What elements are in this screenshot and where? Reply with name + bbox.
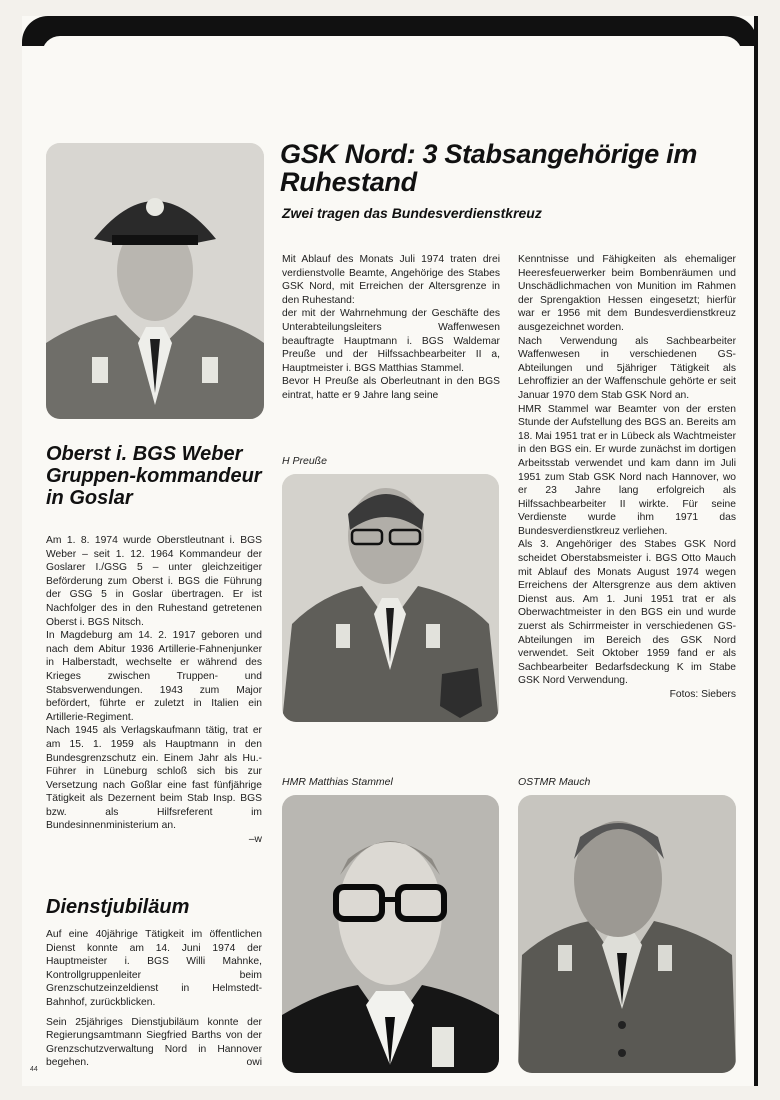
article-col1-paragraph-1: Mit Ablauf des Monats Juli 1974 traten drei verdienstvolle Beamte, Angehörige des Stabes GSK Nord, mit Erreichen der Altersgrenze in den Ruhestand: <box>282 254 500 306</box>
jubilaeum-headline: Dienstjubiläum <box>46 896 190 918</box>
article-col2-paragraph-4: Als 3. Angehöriger des Stabes GSK Nord scheidet Oberstabsmeister i. BGS Otto Mauch mit Ablauf des Monats August 1974 wegen Erreichens der Altersgrenze aus dem aktiven Dienst aus. Am 1. Juni 1951 trat er als Oberwachtmeister in den BGS ein und wurde zuerst als Schirrmeister in verschiedenen GS-Abteilungen im Bereich des GSK Nord verwendet. Seit Oktober 1959 fand er als Sachbearbeiter Bedarfsdeckung K im Stabe GSK Nord Verwendung. <box>518 539 736 687</box>
weber-paragraph-2: In Magdeburg am 14. 2. 1917 geboren und nach dem Abitur 1936 Artillerie-Fahnenjunker in Halberstadt, wechselte er während des Krieges zwischen Truppen- und Stabsverwendungen. 1943 zum Major befördert, führte er zuletzt in Italien ein Artillerie-Regiment. <box>46 630 262 723</box>
portrait-preusse <box>282 474 499 722</box>
weber-paragraph-3-text: Nach 1945 als Verlagskaufmann tätig, trat er am 15. 1. 1959 als Hauptmann in den Bundesgrenzschutz ein. Einem Jahr als Hu.-Führer in Lüneburg schloß sich bis zur Versetzung nach Goßlar eine fast fünfjährige Tätigkeit als Dezernent beim Stab Insp. BGS bzw. als Hilfsreferent im Bundesinnenministerium an. <box>46 725 262 832</box>
article-col2-paragraph-1: Kenntnisse und Fähigkeiten als ehemaliger Heeresfeuerwerker beim Bombenräumen und Unschädlichmachen von Munition im Rahmen der Sprengaktion Hessen eingesetzt; hierfür war er 1956 mit dem Bundesverdienstkreuz ausgezeichnet worden. <box>518 254 736 333</box>
caption-preusse: H Preuße <box>282 455 327 467</box>
article-col1-paragraph-2: der mit der Wahrnehmung der Geschäfte des Unterabteilungsleiters Waffenwesen beauftragte Hauptmann i. BGS Waldemar Preuße und der Hilfssachbearbeiter II a, Hauptmeister i. BGS Matthias Stammel. <box>282 308 500 374</box>
weber-paragraph-1: Am 1. 8. 1974 wurde Oberstleutnant i. BGS Weber – seit 1. 12. 1964 Kommandeur der Goslarer I./GSG 5 – unter gleichzeitiger Beförderung zum Oberst i. BGS die Führung der GSG 5 in Goslar übertragen. Er ist Nachfolger des in den Ruhestand getretenen Oberst i. BGS Nitsch. <box>46 535 262 628</box>
page-number: 44 <box>30 1066 38 1073</box>
jubilaeum-text <box>46 928 262 1070</box>
jubilaeum-sign: owi <box>246 1057 262 1069</box>
portrait-mauch <box>518 795 736 1073</box>
portrait-weber <box>46 143 264 419</box>
right-border-rule <box>754 16 758 1086</box>
article-col2-paragraph-2: Nach Verwendung als Sachbearbeiter Waffenwesen in verschiedenen GS-Abteilungen und 5jähriger Tätigkeit als Lehroffizier an der Waffenschule gehörte er seit Januar 1970 dem Stab GSK Nord an. <box>518 335 736 401</box>
article-subtitle: Zwei tragen das Bundesverdienstkreuz <box>282 205 542 221</box>
weber-paragraph-3 <box>46 724 262 833</box>
caption-mauch: OSTMR Mauch <box>518 776 591 788</box>
jubilaeum-paragraph-2-text: Sein 25jähriges Dienstjubiläum konnte der Regierungsamtmann Siegfried Barths von der Grenzschutzverwaltung Nord in Hannover begehen. <box>46 1016 262 1069</box>
jubilaeum-paragraph-2 <box>46 1016 262 1070</box>
photo-credit: Fotos: Siebers <box>669 689 736 700</box>
article-col2-paragraph-3: HMR Stammel war Beamter von der ersten Stunde der Aufstellung des BGS an. Bereits am 18. Mai 1951 trat er in Lübeck als Wachtmeister in den BGS ein. Er wurde zunächst im dortigen Arbeitsstab verwendet und kam dann im Juli 1951 zum Stab GSK Nord nach Hannover, wo er 23 Jahre lang erfolgreich als Hilfssachbearbeiter II wirkte. Für seine Verdienste wurde ihm 1971 das Bundesverdienstkreuz verliehen. <box>518 403 736 537</box>
jubilaeum-paragraph-1: Auf eine 40jährige Tätigkeit im öffentlichen Dienst konnte am 14. Juni 1974 der Hauptmeister i. BGS Willi Mahnke, Kontrollgruppenleiter beim Grenzschutzeinzeldienst in Helmstedt-Bahnhof, zurückblicken. <box>46 929 262 1008</box>
photo-mauch <box>518 795 736 1073</box>
article-column-1 <box>282 253 500 403</box>
weber-sign: –w <box>248 834 262 846</box>
caption-stammel: HMR Matthias Stammel <box>282 776 393 788</box>
photo-stammel <box>282 795 499 1073</box>
article-col1-paragraph-3: Bevor H Preuße als Oberleutnant in den BGS eintrat, hatte er 9 Jahre lang seine <box>282 376 500 401</box>
top-border-inner <box>42 36 742 56</box>
article-title: GSK Nord: 3 Stabsangehörige im Ruhestand <box>280 139 698 197</box>
weber-headline: Oberst i. BGS Weber Gruppen-kommandeur in Goslar <box>46 443 262 509</box>
article-column-2 <box>518 253 736 702</box>
portrait-stammel <box>282 795 499 1073</box>
weber-article-text <box>46 534 262 847</box>
photo-weber <box>46 143 264 419</box>
photo-preusse <box>282 474 499 722</box>
